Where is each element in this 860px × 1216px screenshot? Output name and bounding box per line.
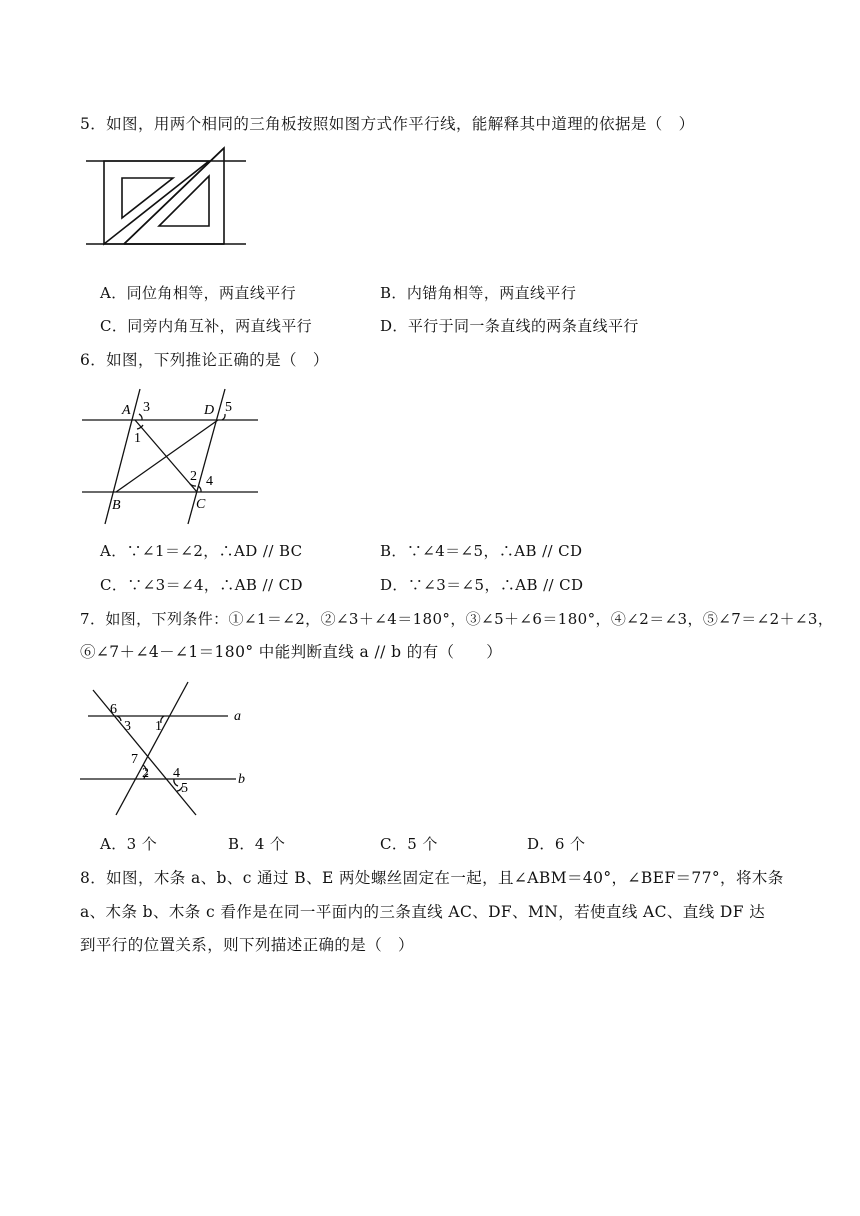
- q8-line3: 到平行的位置关系，则下列描述正确的是（ ）: [80, 936, 414, 954]
- label-1: 1: [155, 719, 162, 734]
- q5-option-a[interactable]: A．同位角相等，两直线平行: [100, 284, 297, 302]
- label-3: 3: [143, 400, 150, 415]
- q8-line1: 8．如图，木条 a、b、c 通过 B、E 两处螺丝固定在一起，且∠ABM＝40°，∠BEF＝77°，将木条: [80, 869, 784, 887]
- transversal-1: [93, 690, 196, 815]
- q7-option-d[interactable]: D．6 个: [527, 835, 586, 853]
- q6-option-d[interactable]: D．∵∠3＝∠5，∴AB // CD: [380, 576, 584, 594]
- q7-option-a[interactable]: A．3 个: [100, 835, 158, 853]
- label-2: 2: [190, 469, 197, 484]
- left-triangle: [104, 161, 209, 244]
- transversal-2: [116, 682, 188, 815]
- segment-db: [116, 420, 218, 492]
- label-5: 5: [225, 400, 232, 415]
- left-triangle-hole: [122, 178, 173, 218]
- q5-stem: 5．如图，用两个相同的三角板按照如图方式作平行线，能解释其中道理的依据是（ ）: [80, 115, 695, 133]
- label-line-a: a: [234, 709, 241, 724]
- label-5: 5: [181, 781, 188, 796]
- label-4: 4: [173, 766, 180, 781]
- q7-stem-line1: 7．如图，下列条件：①∠1＝∠2，②∠3＋∠4＝180°，③∠5＋∠6＝180°，④∠2＝∠3，⑤∠7＝∠2＋∠3，: [80, 610, 834, 628]
- q7-geometry-figure: [78, 680, 258, 820]
- label-3: 3: [124, 719, 131, 734]
- q5-option-b[interactable]: B．内错角相等，两直线平行: [380, 284, 577, 302]
- label-b: B: [112, 498, 121, 513]
- label-4: 4: [206, 474, 213, 489]
- q7-option-b[interactable]: B．4 个: [228, 835, 286, 853]
- q6-option-b[interactable]: B．∵∠4＝∠5，∴AB // CD: [380, 542, 583, 560]
- label-6: 6: [110, 702, 117, 717]
- label-1: 1: [134, 431, 141, 446]
- q6-geometry-figure: [80, 384, 265, 526]
- label-d: D: [204, 403, 215, 418]
- q7-stem-line2: ⑥∠7＋∠4－∠1＝180° 中能判断直线 a // b 的有（ ）: [80, 643, 503, 661]
- label-a: A: [122, 403, 131, 418]
- q6-option-a[interactable]: A．∵∠1＝∠2，∴AD // BC: [100, 542, 303, 560]
- q5-option-c[interactable]: C．同旁内角互补，两直线平行: [100, 317, 313, 335]
- q7-option-c[interactable]: C．5 个: [380, 835, 438, 853]
- label-line-b: b: [238, 772, 245, 787]
- q8-line2: a、木条 b、木条 c 看作是在同一平面内的三条直线 AC、DF、MN，若使直线 AC、直线 DF 达: [80, 903, 766, 921]
- label-c: C: [196, 497, 206, 512]
- label-2: 2: [142, 766, 149, 781]
- q5-triangle-figure: [84, 146, 250, 250]
- q6-option-c[interactable]: C．∵∠3＝∠4，∴AB // CD: [100, 576, 303, 594]
- label-7: 7: [131, 752, 138, 767]
- q6-stem: 6．如图，下列推论正确的是（ ）: [80, 351, 329, 369]
- q5-option-d[interactable]: D．平行于同一条直线的两条直线平行: [380, 317, 639, 335]
